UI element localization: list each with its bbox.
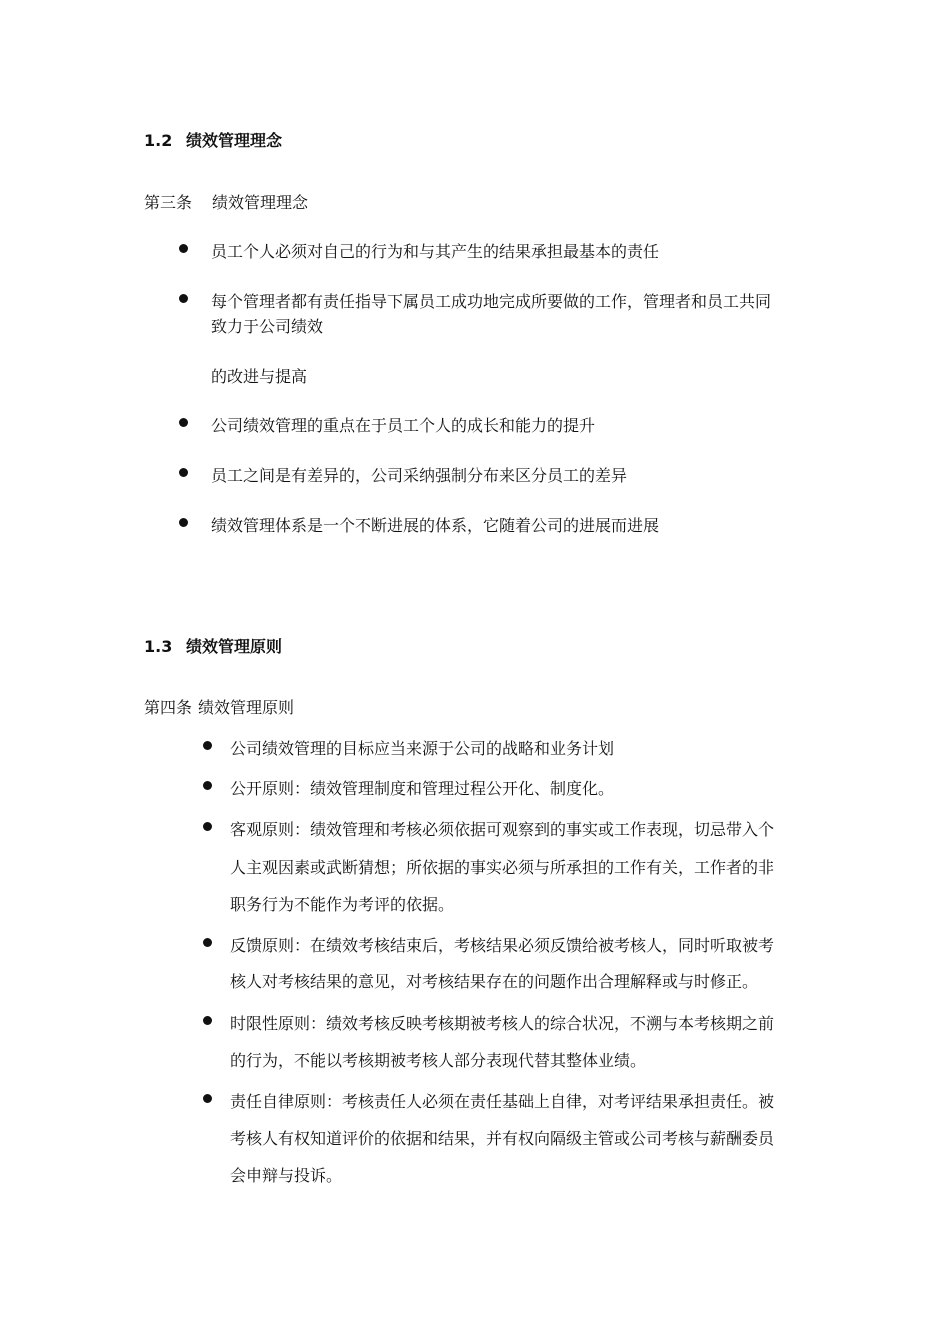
- list-item-continued: 考核人有权知道评价的依据和结果，并有权向隔级主管或公司考核与薪酬委员: [230, 1129, 775, 1148]
- bullet-icon: [179, 418, 188, 427]
- section-heading-1-3: [144, 634, 282, 657]
- list-item-continued: 的行为，不能以考核期被考核人部分表现代替其整体业绩。: [230, 1051, 647, 1070]
- bullet-icon: [179, 518, 188, 527]
- list-item-continued: 会申辩与投诉。: [230, 1166, 343, 1185]
- list-item: 责任自律原则：考核责任人必须在责任基础上自律，对考评结果承担责任。被: [230, 1092, 775, 1111]
- list-item: 时限性原则：绩效考核反映考核期被考核人的综合状况，不溯与本考核期之前: [230, 1014, 775, 1033]
- bullet-icon: [203, 938, 212, 947]
- section-heading-1-2: [144, 128, 282, 151]
- list-item: 公司绩效管理的目标应当来源于公司的战略和业务计划: [230, 739, 615, 758]
- list-item: 反馈原则：在绩效考核结束后，考核结果必须反馈给被考核人，同时听取被考: [230, 936, 775, 955]
- section-number: 1.2: [144, 131, 173, 150]
- article-title: 绩效管理原则: [198, 698, 295, 717]
- section-title: 绩效管理原则: [186, 637, 283, 656]
- article-heading-4: [144, 695, 294, 718]
- list-item: 客观原则：绩效管理和考核必须依据可观察到的事实或工作表现，切忌带入个: [230, 820, 775, 839]
- bullet-icon: [179, 244, 188, 253]
- section-number: 1.3: [144, 637, 173, 656]
- article-heading-3: [144, 190, 308, 213]
- bullet-icon: [179, 294, 188, 303]
- article-title: 绩效管理理念: [212, 193, 309, 212]
- section-title: 绩效管理理念: [186, 131, 283, 150]
- article-label: 第四条: [144, 698, 193, 717]
- bullet-icon: [203, 1094, 212, 1103]
- list-item: 每个管理者都有责任指导下属员工成功地完成所要做的工作，管理者和员工共同: [211, 292, 772, 311]
- bullet-icon: [203, 1016, 212, 1025]
- list-item-continued: 致力于公司绩效: [211, 317, 324, 336]
- list-item-continued: 人主观因素或武断猜想；所依据的事实必须与所承担的工作有关，工作者的非: [230, 858, 775, 877]
- bullet-icon: [203, 822, 212, 831]
- list-item-continuation: 的改进与提高: [211, 367, 308, 386]
- article-label: 第三条: [144, 193, 193, 212]
- list-item-continued: 核人对考核结果的意见，对考核结果存在的问题作出合理解释或与时修正。: [230, 972, 759, 991]
- list-item: 绩效管理体系是一个不断进展的体系，它随着公司的进展而进展: [211, 516, 660, 535]
- bullet-icon: [203, 781, 212, 790]
- list-item-continued: 职务行为不能作为考评的依据。: [230, 895, 455, 914]
- list-item: 公司绩效管理的重点在于员工个人的成长和能力的提升: [211, 416, 596, 435]
- list-item: 员工之间是有差异的，公司采纳强制分布来区分员工的差异: [211, 466, 628, 485]
- list-item: 公开原则：绩效管理制度和管理过程公开化、制度化。: [230, 779, 615, 798]
- list-item: 员工个人必须对自己的行为和与其产生的结果承担最基本的责任: [211, 242, 660, 261]
- bullet-icon: [179, 468, 188, 477]
- bullet-icon: [203, 741, 212, 750]
